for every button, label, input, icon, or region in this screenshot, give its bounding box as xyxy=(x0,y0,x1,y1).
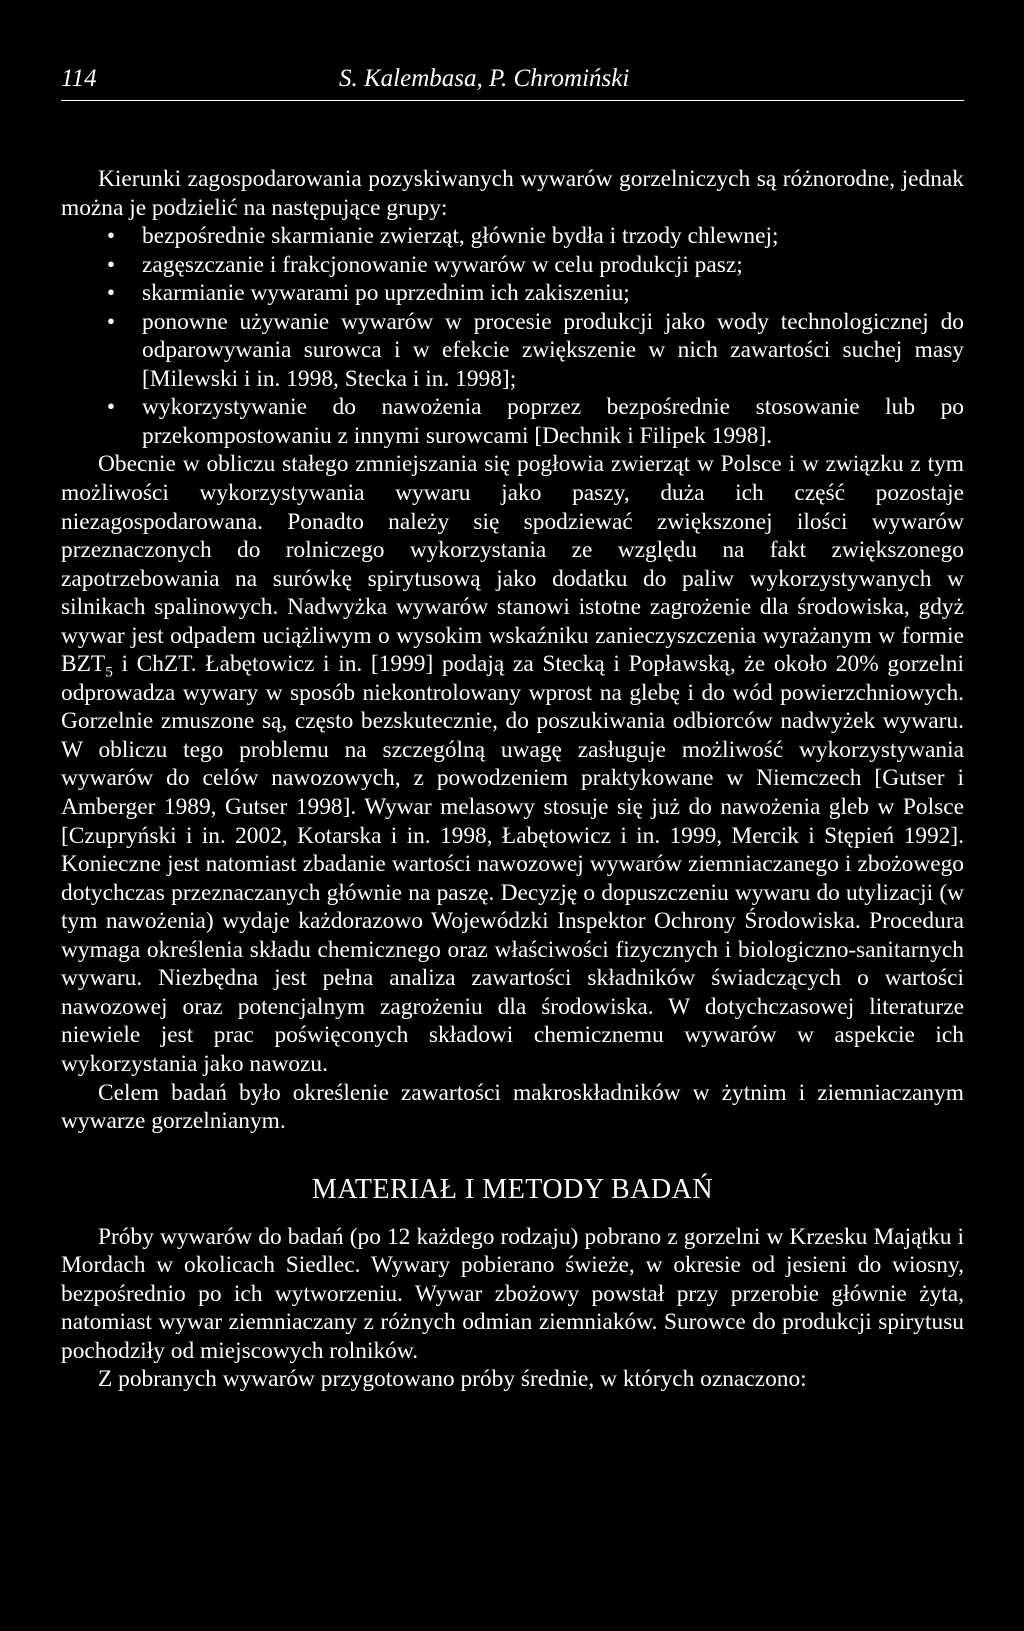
methods-paragraph-1: Próby wywarów do badań (po 12 każdego rodzaju) pobrano z gorzelni w Krzesku Majątku i Mordach w okolicach Siedlec. Wywary pobierano świeże, w okresie od jesieni do wiosny, bezpośrednio po ich wytworzeniu. Wywar zbożowy powstał przy przerobie głównie żyta, natomiast wywar ziemniaczany z różnych odmian ziemniaków. Surowce do produkcji spirytusu pochodziły od miejscowych rolników. xyxy=(61,1223,964,1364)
subscript: 5 xyxy=(105,663,113,681)
intro-lead-paragraph: Kierunki zagospodarowania pozyskiwanych wywarów gorzelniczych są różnorodne, jednak można je podzielić na następujące grupy: xyxy=(61,166,964,221)
list-item xyxy=(61,279,964,308)
bullet-icon: • xyxy=(106,308,116,335)
running-head xyxy=(61,64,964,101)
body-text xyxy=(61,165,964,1394)
list-item-text: skarmianie wywarami po uprzednim ich zakiszeniu; xyxy=(142,280,630,307)
list-item xyxy=(61,308,964,394)
bullet-icon: • xyxy=(106,394,116,421)
list-item-text: bezpośrednie skarmianie zwierząt, głównie bydła i trzody chlewnej; xyxy=(142,223,779,250)
running-head-authors: S. Kalembasa, P. Chromiński xyxy=(339,65,630,92)
list-item-text: ponowne używanie wywarów w procesie produkcji jako wody technologicznej do odparowywania surowca i w efekcie zwiększenie w nich zawartości suchej masy [Milewski i in. 1998, Stecka i in. 1998]; xyxy=(142,308,964,392)
bullet-icon: • xyxy=(106,280,116,307)
page-number: 114 xyxy=(61,65,97,92)
bullet-icon: • xyxy=(106,223,116,250)
section-heading: MATERIAŁ I METODY BADAŃ xyxy=(311,1173,714,1205)
list-item xyxy=(61,222,964,251)
paragraph-text: i ChZT. Łabętowicz i in. [1999] podają za Stecką i Popławską, że około 20% gorzelni odprowadza wywary w sposób niekontrolowany wprost na glebę i do wód powierzchniowych. Gorzelnie zmuszone są, często bezskutecznie, do poszukiwania odbiorców nadwyżek wywaru. W obliczu tego problemu na szczególną uwagę zasługuje możliwość wykorzystywania wywarów do celów nawozowych, z powodzeniem praktykowane w Niemczech [Gutser i Amberger 1989, Gutser 1998]. Wywar melasowy stosuje się już do nawożenia gleb w Polsce [Czupryński i in. 2002, Kotarska i in. 1998, Łabętowicz i in. 1999, Mercik i Stępień 1992]. Konieczne jest natomiast zbadanie wartości nawozowej wywarów ziemniaczanego i zbożowego dotychczas przeznaczanych głównie na paszę. Decyzję o dopuszczeniu wywaru do utylizacji (w tym nawożenia) wydaje każdorazowo Wojewódzki Inspektor Ochrony Środowiska. Procedura wymaga określenia składu chemicznego oraz właściwości fizycznych i biologiczno-sanitarnych wywaru. Niezbędna jest pełna analiza zawartości składników świadczących o wartości nawozowej oraz potencjalnym zagrożeniu dla środowiska. W dotychczasowej literaturze niewiele jest prac poświęconych składowi chemicznemu wywarów w aspekcie ich wykorzystania jako nawozu. xyxy=(61,651,964,1077)
bullet-icon: • xyxy=(106,251,116,278)
list-item xyxy=(61,393,964,450)
list-item xyxy=(61,251,964,280)
paragraph-text: Obecnie w obliczu stałego zmniejszania się pogłowia zwierząt w Polsce i w związku z tym możliwości wykorzystywania wywaru jako paszy, duża ich część pozostaje niezagospodarowana. Ponadto należy się spodziewać zwiększonej ilości wywarów przeznaczonych do rolniczego wykorzystania ze względu na fakt zwiększonego zapotrzebowania na surówkę spirytusową jako dodatku do paliw wykorzystywanych w silnikach spalinowych. Nadwyżka wywarów stanowi istotne zagrożenie dla środowiska, gdyż wywar jest odpadem uciążliwym o wysokim wskaźniku zanieczyszczenia wyrażanym w formie BZT xyxy=(61,451,964,678)
bullet-list xyxy=(61,222,964,450)
list-item-text: zagęszczanie i frakcjonowanie wywarów w celu produkcji pasz; xyxy=(142,251,743,278)
intro-paragraph-2 xyxy=(61,450,964,1078)
list-item-text: wykorzystywanie do nawożenia poprzez bezpośrednie stosowanie lub po przekompostowaniu z innymi surowcami [Dechnik i Filipek 1998]. xyxy=(142,394,964,449)
intro-paragraph-3: Celem badań było określenie zawartości makroskładników w żytnim i ziemniaczanym wywarze gorzelnianym. xyxy=(61,1079,964,1135)
methods-paragraph-2: Z pobranych wywarów przygotowano próby średnie, w których oznaczono: xyxy=(98,1366,807,1393)
